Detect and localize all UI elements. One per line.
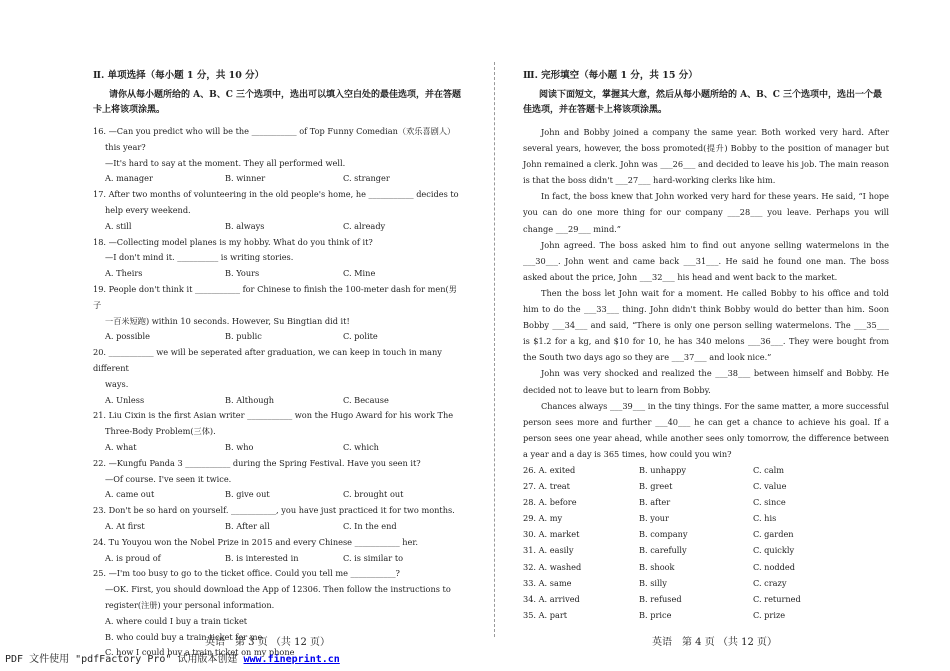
option-row [93,171,465,187]
option-row [93,551,465,567]
question-stem [93,456,465,488]
option: B. give out [225,489,270,500]
option: A. manager [105,173,153,184]
stem-line: 24. Tu Youyou won the Nobel Prize in 2015 and every Chinese ___________ her. [93,536,418,547]
option: 30. A. market [523,529,580,540]
option: B. who [225,441,254,452]
option: B. winner [225,173,266,184]
passage-paragraph: In fact, the boss knew that John worked very hard for these years. He said, “I hope you can do one more thing for our company ___28___ you leave. Perhaps you will change ___29___ mind.” [523,191,889,234]
option: B. always [225,220,265,231]
stem-line: —Of course. I've seen it twice. [105,473,232,484]
passage-paragraph: Then the boss let John wait for a moment. He called Bobby to his office and told him to do the ___33___ thing. John didn't think Bobby would do better than him. Soon Bobby ___34___ and said, “There is only one person selling watermelons. The ___35___ is $1.2 for a kg, and $10 for 10, he has 340 melons ___36___. They were bought from the South two days ago so they are ___37___ and look nice.” [523,287,889,363]
option-row [93,219,465,235]
option: B. Although [225,394,275,405]
stem-line: 16. —Can you predict who will be the ___________ of Top Funny Comedian（欢乐喜剧人） [93,126,456,136]
cloze-passage [523,124,889,462]
question-list [93,124,465,661]
stem-line: —OK. First, you should download the App of 12306. Then follow the instructions to [105,584,451,595]
question-stem [93,503,465,519]
option: C. already [343,220,386,231]
option: C. is similar to [343,552,404,563]
option: 29. A. my [523,513,563,524]
option-row [93,519,465,535]
option: A. At first [105,520,145,531]
option: 27. A. treat [523,481,570,492]
option: 28. A. before [523,497,577,508]
stem-line: help every weekend. [105,204,191,215]
stem-line: 19. People don't think it ___________ for Chinese to finish the 100-meter dash for men(男子 [93,283,457,310]
option: A. Theirs [105,268,143,279]
question-stem [93,235,465,267]
option: 34. A. arrived [523,593,580,604]
left-column [93,70,465,661]
stem-line: this year? [105,141,146,152]
cloze-option-row [523,526,889,542]
question-stem [93,408,465,440]
option: C. prize [753,609,786,620]
option: C. returned [753,593,801,604]
stem-line: register(注册) your personal information. [105,599,275,610]
question-item [93,282,465,345]
option: C. since [753,497,786,508]
cloze-option-row [523,542,889,558]
question-item [93,456,465,503]
option: C. value [753,481,787,492]
option: 35. A. part [523,609,568,620]
page-footer-right: 英语 第 4 页 （共 12 页） [652,637,777,648]
stem-line: —It's hard to say at the moment. They all performed well. [105,157,346,168]
option: C. Because [343,394,389,405]
question-item [93,187,465,234]
option: A. came out [105,489,155,500]
option: C. which [343,441,379,452]
stem-line: 23. Don't be so hard on yourself. ___________, you have just practiced it for two months. [93,505,455,516]
option-row [93,440,465,456]
question-stem [93,124,465,171]
option: B. unhappy [639,464,687,475]
stem-line: 20. ___________ we will be seperated after graduation, we can keep in touch in many different [93,347,442,373]
passage-paragraph: John agreed. The boss asked him to find out anyone selling watermelons in the ___30___. John went and came back ___31___. He said he found one man. The boss asked about the price, John ___32___ his head and went back to the market. [523,239,889,282]
option-row [93,266,465,282]
pdf-banner [5,650,340,665]
option: C. stranger [343,173,390,184]
option: B. is interested in [225,552,299,563]
passage-paragraph: John and Bobby joined a company the same year. Both worked very hard. After several years, however, the boss promoted(提升) Bobby to the position of manager but John remained a clerk. John was ___26___ and decided to leave his job. The main reason is that the boss didn't ___27___ hard-working clerks like him. [523,127,889,186]
option: 31. A. easily [523,545,574,556]
option-row [93,487,465,503]
question-item [93,535,465,567]
option: C. Mine [343,268,376,279]
stem-line: 22. —Kungfu Panda 3 ___________ during the Spring Festival. Have you seen it? [93,457,421,468]
section-instructions: 请你从每小题所给的 A、B、C 三个选项中，选出可以填入空白处的最佳选项，并在答题卡上将该项涂黑。 [93,90,462,115]
option: A. possible [105,331,151,342]
cloze-option-row [523,478,889,494]
option: B. greet [639,481,673,492]
cloze-option-row [523,607,889,623]
option: C. garden [753,529,794,540]
option: A. Unless [105,394,145,405]
column-divider [494,62,495,637]
option: 32. A. washed [523,561,582,572]
option: C. brought out [343,489,404,500]
question-stem [93,187,465,219]
question-item [93,124,465,187]
stem-line: 一百米短跑) within 10 seconds. However, Su Bingtian did it! [105,315,350,326]
cloze-option-row [523,575,889,591]
question-item [93,345,465,408]
cloze-option-row [523,494,889,510]
section-instructions: 阅读下面短文，掌握其大意，然后从每小题所给的 A、B、C 三个选项中，选出一个最佳选项，并在答题卡上将该项涂黑。 [523,90,883,115]
option: B. silly [639,577,667,588]
option: 26. A. exited [523,464,576,475]
option: C. crazy [753,577,787,588]
cloze-option-row [523,559,889,575]
stem-line: —I don't mind it. __________ is writing stories. [105,252,294,263]
passage-paragraph: John was very shocked and realized the ___38___ between himself and Bobby. He decided not to leave but to learn from Bobby. [523,368,889,395]
stem-line: 18. —Collecting model planes is my hobby. What do you think of it? [93,236,373,247]
option-row: B. who could buy a train ticket for me [105,631,263,642]
question-item [93,235,465,282]
option: C. In the end [343,520,397,531]
option: C. polite [343,331,378,342]
option: B. company [639,529,688,540]
option: A. is proud of [105,552,161,563]
option: B. shook [639,561,675,572]
option: C. his [753,513,777,524]
option-row [93,393,465,409]
option: C. calm [753,464,785,475]
question-stem [93,345,465,392]
question-stem [93,566,465,613]
right-column [523,70,889,623]
banner-text: PDF 文件使用 "pdfFactory Pro" 试用版本创建 [5,654,244,665]
option: C. nodded [753,561,795,572]
option-row: C. how I could buy a train ticket on my phone [105,647,295,658]
option: A. still [105,220,132,231]
cloze-option-row [523,462,889,478]
option: 33. A. same [523,577,572,588]
banner-link[interactable]: www.fineprint.cn [243,654,340,665]
option: B. refused [639,593,682,604]
cloze-option-row [523,591,889,607]
stem-line: 25. —I'm too busy to go to the ticket office. Could you tell me ___________? [93,568,400,579]
option: B. public [225,331,262,342]
page-footer-left: 英语 第 3 页 （共 12 页） [205,637,330,648]
cloze-option-row [523,510,889,526]
stem-line: 21. Liu Cixin is the first Asian writer ___________ won the Hugo Award for his work The [93,410,454,421]
option: B. your [639,513,669,524]
option: B. After all [225,520,270,531]
stem-line: 17. After two months of volunteering in the old people's home, he ___________ decides to [93,189,459,200]
option: B. Yours [225,268,260,279]
option-row [93,329,465,345]
stem-line: ways. [105,378,129,389]
question-stem [93,535,465,551]
option-row: A. where could I buy a train ticket [105,615,248,626]
question-stem [93,282,465,329]
option: B. price [639,609,672,620]
section-title-cloze: Ⅲ. 完形填空（每小题 1 分，共 15 分） [523,70,698,81]
option: A. what [105,441,137,452]
stem-line: Three-Body Problem(三体). [105,426,216,437]
passage-paragraph: Chances always ___39___ in the tiny things. For the same matter, a more successful person sees more and further ___40___ he can get a chance to achieve his goal. If a person sees one year ahead, while another sees only tomorrow, the difference between a year and a day is 365 times, how could you win? [523,400,889,459]
option: B. after [639,497,671,508]
option: B. carefully [639,545,687,556]
question-item [93,408,465,455]
section-title-single-choice: Ⅱ. 单项选择（每小题 1 分，共 10 分） [93,70,265,81]
question-item [93,503,465,535]
cloze-options [523,462,889,623]
option: C. quickly [753,545,795,556]
